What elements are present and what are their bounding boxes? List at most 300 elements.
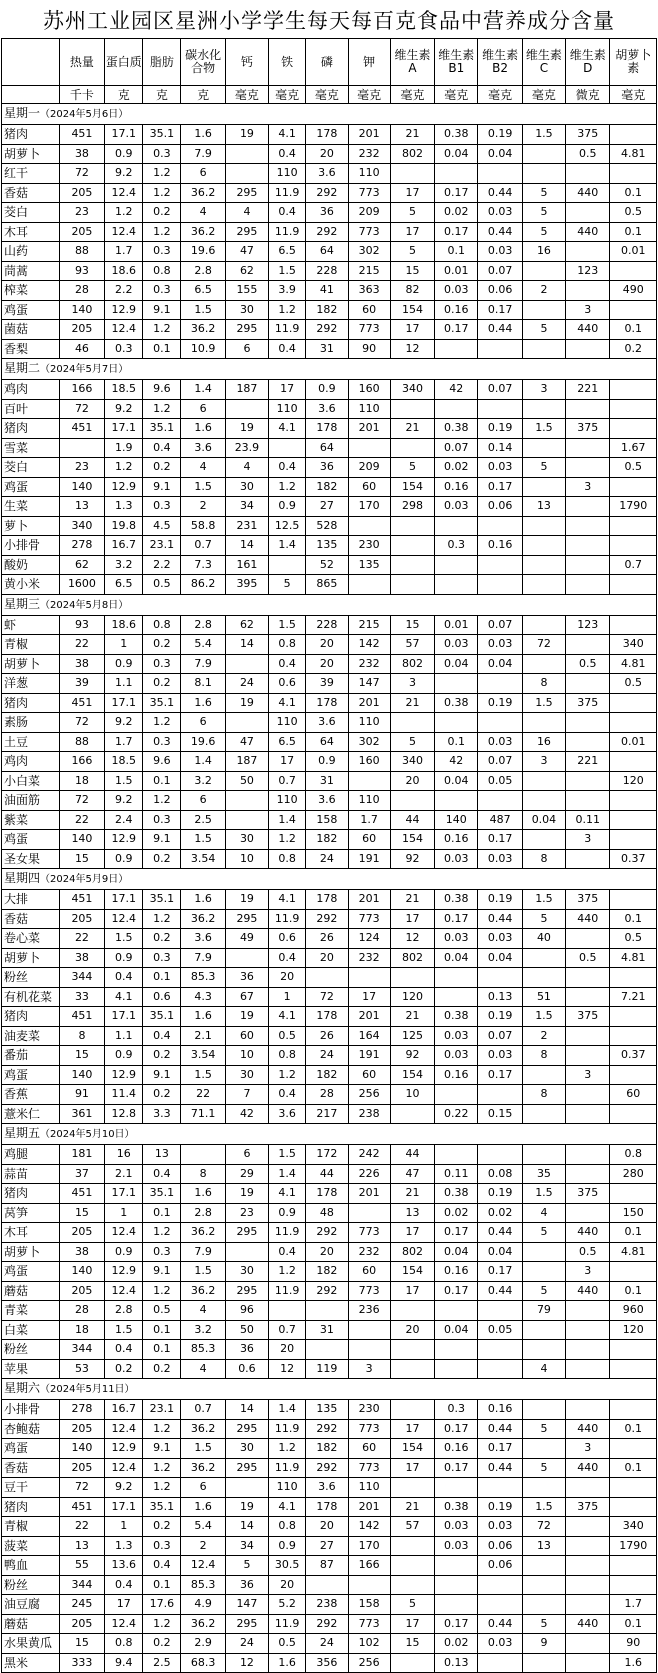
nutrient-value: 8 xyxy=(522,1085,565,1105)
nutrient-value: 5 xyxy=(390,458,434,478)
nutrient-value: 340 xyxy=(610,1517,657,1537)
nutrient-value xyxy=(566,1340,610,1360)
nutrient-value: 11.9 xyxy=(269,909,306,929)
nutrient-value: 0.38 xyxy=(435,1497,478,1517)
food-name: 木耳 xyxy=(2,1223,60,1243)
nutrient-value: 0.16 xyxy=(435,1262,478,1282)
nutrient-value: 4 xyxy=(181,203,225,223)
nutrient-value: 0.01 xyxy=(435,615,478,635)
nutrient-value xyxy=(566,281,610,301)
nutrient-value: 47 xyxy=(225,242,268,262)
nutrient-value: 302 xyxy=(348,732,390,752)
nutrient-value: 295 xyxy=(225,1614,268,1634)
weekday-label: 星期五 xyxy=(4,1126,41,1140)
nutrient-value: 2.5 xyxy=(181,810,225,830)
food-name: 虾 xyxy=(2,615,60,635)
nutrient-value xyxy=(522,1145,565,1165)
nutrient-value: 17 xyxy=(348,987,390,1007)
food-name: 鸡蛋 xyxy=(2,1262,60,1282)
nutrient-value: 0.04 xyxy=(435,654,478,674)
nutrient-value: 21 xyxy=(390,693,434,713)
nutrient-value: 802 xyxy=(390,144,434,164)
nutrient-value: 1.3 xyxy=(105,497,143,517)
nutrient-value xyxy=(306,1301,348,1321)
nutrient-value: 0.02 xyxy=(435,203,478,223)
food-name: 菠菜 xyxy=(2,1536,60,1556)
nutrient-value: 451 xyxy=(59,1007,104,1027)
nutrient-value: 187 xyxy=(225,380,268,400)
food-name: 山药 xyxy=(2,242,60,262)
nutrient-value: 142 xyxy=(348,635,390,655)
nutrient-value: 36.2 xyxy=(181,1223,225,1243)
nutrient-value: 110 xyxy=(269,164,306,184)
unit-cell: 克 xyxy=(181,86,225,104)
nutrient-value: 15 xyxy=(390,1634,434,1654)
nutrient-value xyxy=(522,1340,565,1360)
nutrient-value: 0.2 xyxy=(143,1359,181,1379)
nutrient-value: 295 xyxy=(225,222,268,242)
nutrient-value: 20 xyxy=(306,635,348,655)
table-row xyxy=(2,987,657,1007)
nutrient-value xyxy=(522,1575,565,1595)
nutrient-value: 62 xyxy=(59,555,104,575)
nutrient-value: 140 xyxy=(59,1065,104,1085)
nutrient-value: 0.4 xyxy=(269,144,306,164)
nutrient-value xyxy=(478,674,522,694)
nutrient-value: 1.2 xyxy=(143,164,181,184)
nutrient-value: 0.44 xyxy=(478,183,522,203)
nutrient-value: 278 xyxy=(59,536,104,556)
nutrient-value xyxy=(566,849,610,869)
nutrient-value: 1.2 xyxy=(269,1262,306,1282)
nutrient-value: 140 xyxy=(59,830,104,850)
date-label: （2024年5月6日） xyxy=(40,109,129,120)
nutrient-value: 0.38 xyxy=(435,419,478,439)
food-name: 酸奶 xyxy=(2,555,60,575)
nutrient-value: 0.04 xyxy=(435,771,478,791)
nutrient-value: 7 xyxy=(225,1085,268,1105)
nutrient-value: 20 xyxy=(306,144,348,164)
nutrient-value: 236 xyxy=(348,1301,390,1321)
nutrient-value xyxy=(390,968,434,988)
nutrient-value: 232 xyxy=(348,948,390,968)
nutrient-value xyxy=(435,555,478,575)
nutrient-value: 22 xyxy=(59,1517,104,1537)
nutrient-value: 3 xyxy=(566,477,610,497)
nutrient-value: 5 xyxy=(225,1556,268,1576)
nutrient-value: 24 xyxy=(225,674,268,694)
nutrient-value: 340 xyxy=(390,752,434,772)
nutrient-value: 5 xyxy=(522,458,565,478)
nutrient-value xyxy=(566,1145,610,1165)
nutrient-value: 17 xyxy=(269,380,306,400)
nutrient-value: 34 xyxy=(225,1536,268,1556)
nutrient-value xyxy=(478,1575,522,1595)
nutrient-value: 36.2 xyxy=(181,1281,225,1301)
nutrient-value: 1.6 xyxy=(181,125,225,145)
nutrient-value xyxy=(522,771,565,791)
food-name: 莴笋 xyxy=(2,1203,60,1223)
nutrient-value: 9.2 xyxy=(105,399,143,419)
nutrient-value: 1.6 xyxy=(610,1653,657,1673)
nutrient-value: 102 xyxy=(348,1634,390,1654)
nutrient-value xyxy=(348,1203,390,1223)
nutrient-value: 1.3 xyxy=(105,1536,143,1556)
nutrient-value: 60 xyxy=(348,830,390,850)
nutrient-value: 1.2 xyxy=(143,399,181,419)
column-header: 脂肪 xyxy=(143,39,181,86)
nutrient-value: 0.17 xyxy=(435,1419,478,1439)
table-row xyxy=(2,419,657,439)
unit-cell: 毫克 xyxy=(522,86,565,104)
nutrient-value: 135 xyxy=(306,1400,348,1420)
nutrient-value: 125 xyxy=(390,1026,434,1046)
nutrient-value: 110 xyxy=(348,1478,390,1498)
nutrient-value: 0.4 xyxy=(105,1575,143,1595)
nutrient-value: 0.02 xyxy=(435,458,478,478)
nutrient-value: 3.6 xyxy=(306,1478,348,1498)
nutrient-value: 356 xyxy=(306,1653,348,1673)
nutrient-value: 147 xyxy=(348,674,390,694)
nutrient-value: 0.07 xyxy=(478,380,522,400)
food-name: 土豆 xyxy=(2,732,60,752)
nutrient-value: 5 xyxy=(522,203,565,223)
nutrient-value xyxy=(181,1145,225,1165)
food-name: 萝卜 xyxy=(2,516,60,536)
nutrient-value: 4.1 xyxy=(269,1184,306,1204)
nutrient-value: 5 xyxy=(390,203,434,223)
date-label: （2024年5月7日） xyxy=(40,364,129,375)
unit-cell: 毫克 xyxy=(306,86,348,104)
nutrient-value: 340 xyxy=(390,380,434,400)
nutrient-value: 46 xyxy=(59,339,104,359)
nutrient-value xyxy=(610,830,657,850)
nutrient-value: 0.17 xyxy=(478,1439,522,1459)
nutrient-value: 0.19 xyxy=(478,125,522,145)
food-name: 香菇 xyxy=(2,909,60,929)
nutrient-value: 140 xyxy=(59,477,104,497)
nutrient-value: 5 xyxy=(522,1223,565,1243)
table-row xyxy=(2,771,657,791)
weekday-label: 星期六 xyxy=(4,1381,41,1395)
nutrient-value: 28 xyxy=(59,1301,104,1321)
nutrient-value xyxy=(390,438,434,458)
nutrient-value: 44 xyxy=(306,1164,348,1184)
header-corner xyxy=(2,39,60,86)
nutrient-value: 0.9 xyxy=(105,144,143,164)
nutrient-value: 3 xyxy=(522,380,565,400)
nutrient-value: 39 xyxy=(59,674,104,694)
table-row xyxy=(2,752,657,772)
nutrient-value: 182 xyxy=(306,477,348,497)
nutrient-value: 12.9 xyxy=(105,1439,143,1459)
nutrient-value: 0.5 xyxy=(610,674,657,694)
nutrient-value xyxy=(522,830,565,850)
nutrient-value: 0.1 xyxy=(143,1340,181,1360)
nutrient-value xyxy=(269,438,306,458)
nutrient-value: 158 xyxy=(306,810,348,830)
nutrient-value: 0.17 xyxy=(435,320,478,340)
nutrient-value: 0.06 xyxy=(478,497,522,517)
nutrient-value: 0.5 xyxy=(566,948,610,968)
nutrient-value: 12.9 xyxy=(105,1262,143,1282)
nutrient-value: 182 xyxy=(306,1065,348,1085)
nutrient-value: 205 xyxy=(59,1458,104,1478)
nutrient-value xyxy=(348,1320,390,1340)
table-row xyxy=(2,1634,657,1654)
table-row xyxy=(2,125,657,145)
unit-cell: 毫克 xyxy=(348,86,390,104)
nutrient-value: 0.5 xyxy=(269,1634,306,1654)
nutrient-value: 42 xyxy=(225,1104,268,1124)
nutrient-value xyxy=(225,164,268,184)
nutrient-value: 0.03 xyxy=(435,1517,478,1537)
nutrient-value: 12.8 xyxy=(105,1104,143,1124)
nutrient-value xyxy=(348,771,390,791)
nutrient-value: 13.6 xyxy=(105,1556,143,1576)
table-row xyxy=(2,164,657,184)
nutrient-value: 0.1 xyxy=(435,732,478,752)
nutrient-value: 7.9 xyxy=(181,1242,225,1262)
table-row xyxy=(2,380,657,400)
table-row xyxy=(2,1104,657,1124)
nutrient-value xyxy=(306,1575,348,1595)
nutrient-value: 13 xyxy=(522,1536,565,1556)
nutrient-value xyxy=(390,713,434,733)
nutrient-value xyxy=(566,1301,610,1321)
nutrient-value: 158 xyxy=(348,1595,390,1615)
nutrient-value: 0.8 xyxy=(143,261,181,281)
nutrient-value: 21 xyxy=(390,419,434,439)
nutrient-value xyxy=(522,791,565,811)
nutrient-value: 0.4 xyxy=(105,968,143,988)
nutrient-value: 182 xyxy=(306,1262,348,1282)
nutrient-value: 12 xyxy=(390,929,434,949)
nutrient-value: 0.22 xyxy=(435,1104,478,1124)
nutrient-value: 5 xyxy=(522,222,565,242)
nutrient-value: 9.6 xyxy=(143,380,181,400)
table-row xyxy=(2,948,657,968)
nutrient-value: 22 xyxy=(59,810,104,830)
nutrient-value: 9.2 xyxy=(105,791,143,811)
nutrient-value: 451 xyxy=(59,1497,104,1517)
nutrient-value xyxy=(566,242,610,262)
nutrient-value: 8 xyxy=(522,849,565,869)
nutrient-value: 60 xyxy=(225,1026,268,1046)
food-name: 生菜 xyxy=(2,497,60,517)
nutrient-value: 205 xyxy=(59,320,104,340)
nutrient-value: 0.3 xyxy=(143,242,181,262)
nutrient-value xyxy=(390,164,434,184)
nutrient-value: 181 xyxy=(59,1145,104,1165)
nutrient-value: 15 xyxy=(390,261,434,281)
nutrient-value: 60 xyxy=(348,1065,390,1085)
nutrient-value: 62 xyxy=(225,261,268,281)
nutrient-value: 24 xyxy=(306,849,348,869)
nutrient-value: 35.1 xyxy=(143,693,181,713)
nutrient-value xyxy=(59,438,104,458)
nutrient-value: 4.1 xyxy=(105,987,143,1007)
nutrient-value: 440 xyxy=(566,320,610,340)
nutrient-value: 1790 xyxy=(610,1536,657,1556)
day-row xyxy=(2,359,657,380)
nutrient-value: 26 xyxy=(306,929,348,949)
nutrient-value: 71.1 xyxy=(181,1104,225,1124)
nutrient-value: 0.38 xyxy=(435,890,478,910)
nutrient-value: 0.17 xyxy=(435,909,478,929)
table-row xyxy=(2,1653,657,1673)
day-row xyxy=(2,1124,657,1145)
nutrient-value: 21 xyxy=(390,125,434,145)
nutrient-value xyxy=(566,497,610,517)
nutrient-value: 0.44 xyxy=(478,1458,522,1478)
food-name: 菌菇 xyxy=(2,320,60,340)
food-name: 猪肉 xyxy=(2,125,60,145)
nutrient-value: 1790 xyxy=(610,497,657,517)
nutrient-value xyxy=(566,575,610,595)
nutrient-value: 0.17 xyxy=(435,1614,478,1634)
nutrient-value: 0.3 xyxy=(143,281,181,301)
nutrient-value: 110 xyxy=(348,791,390,811)
nutrient-value: 0.37 xyxy=(610,849,657,869)
table-row xyxy=(2,635,657,655)
nutrient-value: 36.2 xyxy=(181,909,225,929)
nutrient-value: 0.16 xyxy=(478,1400,522,1420)
day-label xyxy=(2,1379,657,1400)
nutrient-value xyxy=(478,516,522,536)
nutrient-value xyxy=(566,1536,610,1556)
nutrient-value: 0.3 xyxy=(143,654,181,674)
nutrient-value: 3.6 xyxy=(306,399,348,419)
nutrient-value: 4 xyxy=(181,1359,225,1379)
nutrient-value xyxy=(435,1145,478,1165)
nutrient-value xyxy=(435,713,478,733)
nutrient-value: 440 xyxy=(566,183,610,203)
table-row xyxy=(2,1419,657,1439)
nutrient-value: 15 xyxy=(390,615,434,635)
column-header: 维生素A xyxy=(390,39,434,86)
nutrient-value: 395 xyxy=(225,575,268,595)
nutrient-value: 773 xyxy=(348,1614,390,1634)
nutrient-value xyxy=(435,339,478,359)
nutrient-value xyxy=(610,536,657,556)
nutrient-value: 232 xyxy=(348,654,390,674)
table-row xyxy=(2,1242,657,1262)
table-row xyxy=(2,1085,657,1105)
food-name: 番茄 xyxy=(2,1046,60,1066)
nutrient-value: 17.1 xyxy=(105,890,143,910)
nutrient-value: 1.5 xyxy=(522,1007,565,1027)
nutrient-value: 6 xyxy=(225,1145,268,1165)
nutrient-value: 3 xyxy=(348,1359,390,1379)
table-row xyxy=(2,1497,657,1517)
nutrient-value: 773 xyxy=(348,222,390,242)
nutrient-value xyxy=(390,399,434,419)
nutrient-value: 20 xyxy=(390,1320,434,1340)
food-name: 青椒 xyxy=(2,635,60,655)
nutrient-value: 3 xyxy=(390,674,434,694)
unit-cell: 微克 xyxy=(566,86,610,104)
nutrient-value xyxy=(390,1340,434,1360)
nutrient-value: 22 xyxy=(59,929,104,949)
nutrient-value: 12.4 xyxy=(105,1281,143,1301)
nutrient-value: 0.2 xyxy=(610,339,657,359)
nutrient-value: 1.2 xyxy=(269,1439,306,1459)
nutrient-value: 86.2 xyxy=(181,575,225,595)
nutrient-value: 451 xyxy=(59,693,104,713)
nutrient-value: 12.9 xyxy=(105,1065,143,1085)
nutrient-value xyxy=(269,1301,306,1321)
food-name: 杏鲍菇 xyxy=(2,1419,60,1439)
food-name: 油麦菜 xyxy=(2,1026,60,1046)
nutrient-value xyxy=(566,987,610,1007)
nutrient-value xyxy=(390,1556,434,1576)
nutrient-value: 21 xyxy=(390,1497,434,1517)
nutrient-value: 28 xyxy=(59,281,104,301)
nutrient-value xyxy=(522,654,565,674)
nutrient-value: 27 xyxy=(306,497,348,517)
table-row xyxy=(2,1065,657,1085)
nutrient-value: 201 xyxy=(348,419,390,439)
nutrient-value xyxy=(478,791,522,811)
nutrient-value: 0.38 xyxy=(435,1184,478,1204)
nutrient-value: 0.8 xyxy=(610,1145,657,1165)
nutrient-value: 4 xyxy=(522,1359,565,1379)
nutrient-value: 0.07 xyxy=(478,752,522,772)
nutrient-value: 2.5 xyxy=(143,1653,181,1673)
nutrient-value: 295 xyxy=(225,1281,268,1301)
table-row xyxy=(2,1517,657,1537)
nutrient-value xyxy=(566,1046,610,1066)
nutrient-value: 0.17 xyxy=(435,1458,478,1478)
nutrient-value: 17 xyxy=(390,320,434,340)
nutrient-value xyxy=(566,1320,610,1340)
nutrient-value: 1.7 xyxy=(348,810,390,830)
nutrient-value: 0.03 xyxy=(435,1536,478,1556)
date-label: （2024年5月9日） xyxy=(40,874,129,885)
nutrient-value: 191 xyxy=(348,1046,390,1066)
nutrient-value: 13 xyxy=(59,497,104,517)
nutrient-value: 21 xyxy=(390,890,434,910)
food-name: 香梨 xyxy=(2,339,60,359)
nutrient-value: 24 xyxy=(225,1634,268,1654)
nutrient-value xyxy=(610,1026,657,1046)
nutrient-value: 0.2 xyxy=(143,1517,181,1537)
nutrient-value: 17 xyxy=(390,1419,434,1439)
nutrient-value: 2 xyxy=(522,1026,565,1046)
nutrient-value: 773 xyxy=(348,320,390,340)
nutrient-value: 11.9 xyxy=(269,1614,306,1634)
nutrient-value: 375 xyxy=(566,419,610,439)
nutrient-value: 64 xyxy=(306,732,348,752)
weekday-label: 星期二 xyxy=(4,361,41,375)
column-header: 钾 xyxy=(348,39,390,86)
nutrient-value xyxy=(435,791,478,811)
nutrient-value: 82 xyxy=(390,281,434,301)
nutrient-value: 191 xyxy=(348,849,390,869)
unit-cell: 毫克 xyxy=(269,86,306,104)
nutrient-value: 0.08 xyxy=(478,1164,522,1184)
table-row xyxy=(2,1164,657,1184)
unit-cell: 毫克 xyxy=(225,86,268,104)
table-row xyxy=(2,1478,657,1498)
nutrient-value xyxy=(435,1340,478,1360)
nutrient-value xyxy=(610,419,657,439)
nutrient-value xyxy=(610,810,657,830)
nutrient-value: 773 xyxy=(348,1281,390,1301)
table-row xyxy=(2,555,657,575)
nutrient-value xyxy=(522,1400,565,1420)
